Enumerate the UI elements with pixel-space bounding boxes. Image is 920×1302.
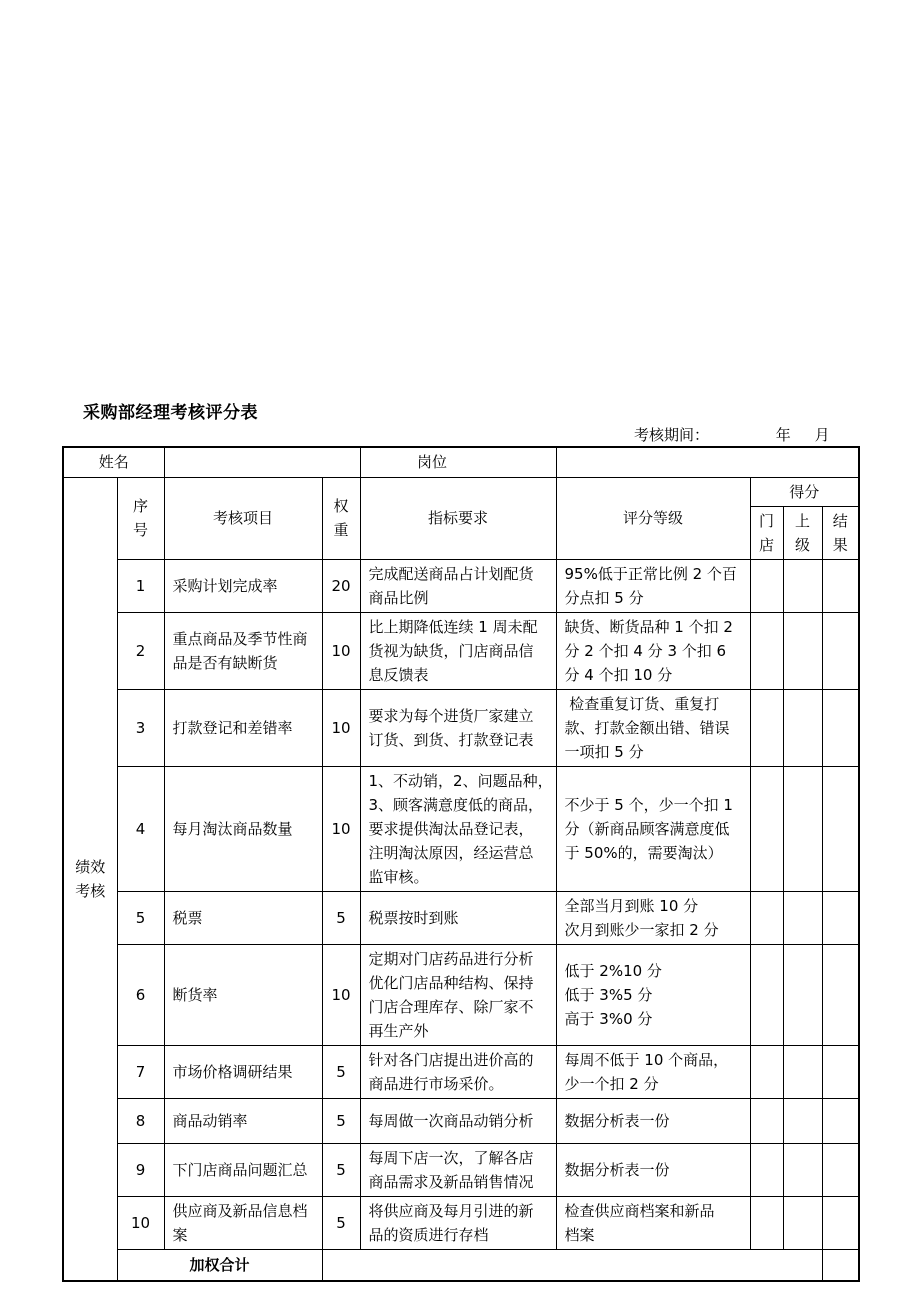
score-result-cell[interactable] xyxy=(822,559,859,612)
rating-line: 不少于 5 个，少一个扣 1 xyxy=(564,795,733,814)
name-field[interactable] xyxy=(164,447,360,477)
row-rating xyxy=(556,612,750,689)
rating-line: 款、打款金额出错、错误 xyxy=(564,718,730,737)
score-superior-cell[interactable] xyxy=(783,689,822,766)
section-label xyxy=(63,477,117,1281)
rating-line: 低于 3%5 分 xyxy=(564,985,653,1004)
col-result-header xyxy=(822,506,859,559)
col-weight-header-line2: 重 xyxy=(333,521,349,539)
score-result-cell[interactable] xyxy=(822,1045,859,1098)
row-rating xyxy=(556,1196,750,1249)
table-row xyxy=(63,612,859,689)
row-requirement xyxy=(360,1098,556,1143)
score-store-cell[interactable] xyxy=(750,559,783,612)
row-item: 断货率 xyxy=(164,944,322,1045)
rating-line: 次月到账少一家扣 2 分 xyxy=(564,920,719,939)
rating-line: 检查供应商档案和新品 xyxy=(564,1201,715,1220)
row-requirement xyxy=(360,612,556,689)
row-weight: 10 xyxy=(322,766,360,891)
rating-line: 分 4 个扣 10 分 xyxy=(564,665,673,684)
score-table xyxy=(62,446,860,1282)
score-store-cell[interactable] xyxy=(750,1045,783,1098)
column-header-row-1 xyxy=(63,477,859,506)
requirement-line: 门店合理库存、除厂家不 xyxy=(368,997,534,1016)
total-row xyxy=(63,1249,859,1281)
row-seq: 8 xyxy=(117,1098,164,1143)
score-result-cell[interactable] xyxy=(822,689,859,766)
table-row xyxy=(63,891,859,944)
score-result-cell[interactable] xyxy=(822,1196,859,1249)
period-year: 年 xyxy=(775,426,791,444)
score-superior-cell[interactable] xyxy=(783,559,822,612)
rating-line: 检查重复订货、重复打 xyxy=(564,694,720,713)
col-seq-header xyxy=(117,477,164,559)
requirement-line: 息反馈表 xyxy=(368,665,429,684)
requirement-line: 税票按时到账 xyxy=(368,908,459,927)
col-store-header xyxy=(750,506,783,559)
table-row xyxy=(63,1143,859,1196)
score-result-cell[interactable] xyxy=(822,891,859,944)
score-superior-cell[interactable] xyxy=(783,1098,822,1143)
col-rating-header: 评分等级 xyxy=(556,477,750,559)
score-store-cell[interactable] xyxy=(750,689,783,766)
score-result-cell[interactable] xyxy=(822,612,859,689)
col-seq-header-line1: 序 xyxy=(133,497,149,515)
row-seq: 1 xyxy=(117,559,164,612)
score-store-cell[interactable] xyxy=(750,891,783,944)
rating-line: 每周不低于 10 个商品， xyxy=(564,1050,729,1069)
row-item: 采购计划完成率 xyxy=(164,559,322,612)
header-info-row xyxy=(63,447,859,477)
requirement-line: 将供应商及每月引进的新 xyxy=(368,1201,534,1220)
row-requirement xyxy=(360,1196,556,1249)
total-label: 加权合计 xyxy=(117,1249,322,1281)
col-store-header-line1: 门 xyxy=(759,511,775,530)
score-store-cell[interactable] xyxy=(750,612,783,689)
row-seq: 3 xyxy=(117,689,164,766)
table-row xyxy=(63,1098,859,1143)
requirement-line: 1、不动销，2、问题品种， xyxy=(368,771,553,790)
row-rating xyxy=(556,559,750,612)
col-item-header: 考核项目 xyxy=(164,477,322,559)
score-superior-cell[interactable] xyxy=(783,766,822,891)
rating-line: 低于 2%10 分 xyxy=(564,961,662,980)
rating-line: 全部当月到账 10 分 xyxy=(564,896,699,915)
requirement-line: 注明淘汰原因，经运营总 xyxy=(368,843,534,862)
row-weight: 5 xyxy=(322,1098,360,1143)
col-seq-header-line2: 号 xyxy=(133,521,149,539)
table-row xyxy=(63,944,859,1045)
score-superior-cell[interactable] xyxy=(783,1143,822,1196)
table-row xyxy=(63,689,859,766)
row-weight: 20 xyxy=(322,559,360,612)
requirement-line: 品的资质进行存档 xyxy=(368,1225,489,1244)
col-weight-header xyxy=(322,477,360,559)
position-label: 岗位 xyxy=(360,447,556,477)
requirement-line: 完成配送商品占计划配货 xyxy=(368,564,534,583)
score-result-cell[interactable] xyxy=(822,1143,859,1196)
row-weight: 5 xyxy=(322,1143,360,1196)
col-result-header-line1: 结 xyxy=(832,511,848,530)
row-requirement xyxy=(360,766,556,891)
rating-line: 于 50%的，需要淘汰） xyxy=(564,843,723,862)
rating-line: 少一个扣 2 分 xyxy=(564,1074,659,1093)
requirement-line: 订货、到货、打款登记表 xyxy=(368,730,534,749)
score-store-cell[interactable] xyxy=(750,1143,783,1196)
col-store-header-line2: 店 xyxy=(759,535,775,554)
row-rating xyxy=(556,1143,750,1196)
requirement-line: 监审核。 xyxy=(368,867,429,886)
rating-line: 数据分析表一份 xyxy=(564,1111,670,1130)
row-weight: 5 xyxy=(322,1196,360,1249)
requirement-line: 要求为每个进货厂家建立 xyxy=(368,706,534,725)
row-requirement xyxy=(360,891,556,944)
row-seq: 6 xyxy=(117,944,164,1045)
requirement-line: 货视为缺货，门店商品信 xyxy=(368,641,534,660)
row-requirement xyxy=(360,1045,556,1098)
row-item: 供应商及新品信息档案 xyxy=(164,1196,322,1249)
table-row xyxy=(63,1045,859,1098)
score-result-cell[interactable] xyxy=(822,944,859,1045)
row-rating xyxy=(556,1098,750,1143)
requirement-line: 优化门店品种结构、保持 xyxy=(368,973,534,992)
requirement-line: 比上期降低连续 1 周未配 xyxy=(368,617,538,636)
col-requirement-header: 指标要求 xyxy=(360,477,556,559)
position-field[interactable] xyxy=(556,447,859,477)
row-requirement xyxy=(360,559,556,612)
row-item: 下门店商品问题汇总 xyxy=(164,1143,322,1196)
score-superior-cell[interactable] xyxy=(783,1045,822,1098)
rating-line: 一项扣 5 分 xyxy=(564,742,644,761)
total-value-cell[interactable] xyxy=(322,1249,822,1281)
row-requirement xyxy=(360,1143,556,1196)
row-rating xyxy=(556,1045,750,1098)
row-weight: 10 xyxy=(322,944,360,1045)
requirement-line: 商品需求及新品销售情况 xyxy=(368,1172,534,1191)
page-title: 采购部经理考核评分表 xyxy=(83,403,258,423)
row-weight: 5 xyxy=(322,891,360,944)
requirement-line: 每周下店一次，了解各店 xyxy=(368,1148,534,1167)
requirement-line: 每周做一次商品动销分析 xyxy=(368,1111,534,1130)
row-item: 市场价格调研结果 xyxy=(164,1045,322,1098)
rating-line: 缺货、断货品种 1 个扣 2 xyxy=(564,617,733,636)
col-superior-header xyxy=(783,506,822,559)
row-seq: 2 xyxy=(117,612,164,689)
col-result-header-line2: 果 xyxy=(832,535,848,554)
rating-line: 档案 xyxy=(564,1225,595,1244)
col-superior-header-line1: 上 xyxy=(795,511,811,530)
name-label: 姓名 xyxy=(63,447,164,477)
score-result-cell[interactable] xyxy=(822,1098,859,1143)
row-item: 重点商品及季节性商品是否有缺断货 xyxy=(164,612,322,689)
requirement-line: 商品进行市场采价。 xyxy=(368,1074,504,1093)
row-seq: 4 xyxy=(117,766,164,891)
score-superior-cell[interactable] xyxy=(783,944,822,1045)
assessment-period xyxy=(634,424,830,445)
requirement-line: 要求提供淘汰品登记表， xyxy=(368,819,534,838)
rating-line: 95%低于正常比例 2 个百 xyxy=(564,564,737,583)
row-item: 每月淘汰商品数量 xyxy=(164,766,322,891)
row-seq: 10 xyxy=(117,1196,164,1249)
row-seq: 5 xyxy=(117,891,164,944)
rating-line: 分点扣 5 分 xyxy=(564,588,644,607)
col-weight-header-line1: 权 xyxy=(333,497,349,515)
table-row xyxy=(63,1196,859,1249)
score-result-cell[interactable] xyxy=(822,766,859,891)
score-store-cell[interactable] xyxy=(750,944,783,1045)
period-label: 考核期间： xyxy=(634,426,710,444)
table-row xyxy=(63,559,859,612)
rating-line: 分 2 个扣 4 分 3 个扣 6 xyxy=(564,641,727,660)
requirement-line: 针对各门店提出进价高的 xyxy=(368,1050,534,1069)
score-superior-cell[interactable] xyxy=(783,1196,822,1249)
row-rating xyxy=(556,891,750,944)
row-item: 商品动销率 xyxy=(164,1098,322,1143)
row-weight: 10 xyxy=(322,689,360,766)
row-item: 打款登记和差错率 xyxy=(164,689,322,766)
requirement-line: 再生产外 xyxy=(368,1021,429,1040)
row-rating xyxy=(556,689,750,766)
table-row xyxy=(63,766,859,891)
col-superior-header-line2: 级 xyxy=(795,535,811,554)
row-requirement xyxy=(360,689,556,766)
row-rating xyxy=(556,766,750,891)
score-superior-cell[interactable] xyxy=(783,891,822,944)
requirement-line: 3、顾客满意度低的商品， xyxy=(368,795,544,814)
requirement-line: 商品比例 xyxy=(368,588,429,607)
score-store-cell[interactable] xyxy=(750,1196,783,1249)
requirement-line: 定期对门店药品进行分析 xyxy=(368,949,534,968)
row-rating xyxy=(556,944,750,1045)
section-label-line2: 考核 xyxy=(75,881,106,900)
row-weight: 5 xyxy=(322,1045,360,1098)
row-seq: 9 xyxy=(117,1143,164,1196)
row-seq: 7 xyxy=(117,1045,164,1098)
score-store-cell[interactable] xyxy=(750,766,783,891)
period-month: 月 xyxy=(814,426,830,444)
row-item: 税票 xyxy=(164,891,322,944)
row-weight: 10 xyxy=(322,612,360,689)
rating-line: 分（新商品顾客满意度低 xyxy=(564,819,730,838)
row-requirement xyxy=(360,944,556,1045)
rating-line: 高于 3%0 分 xyxy=(564,1009,653,1028)
score-store-cell[interactable] xyxy=(750,1098,783,1143)
section-label-line1: 绩效 xyxy=(75,857,106,876)
score-superior-cell[interactable] xyxy=(783,612,822,689)
col-score-header: 得分 xyxy=(750,477,859,506)
rating-line: 数据分析表一份 xyxy=(564,1160,670,1179)
